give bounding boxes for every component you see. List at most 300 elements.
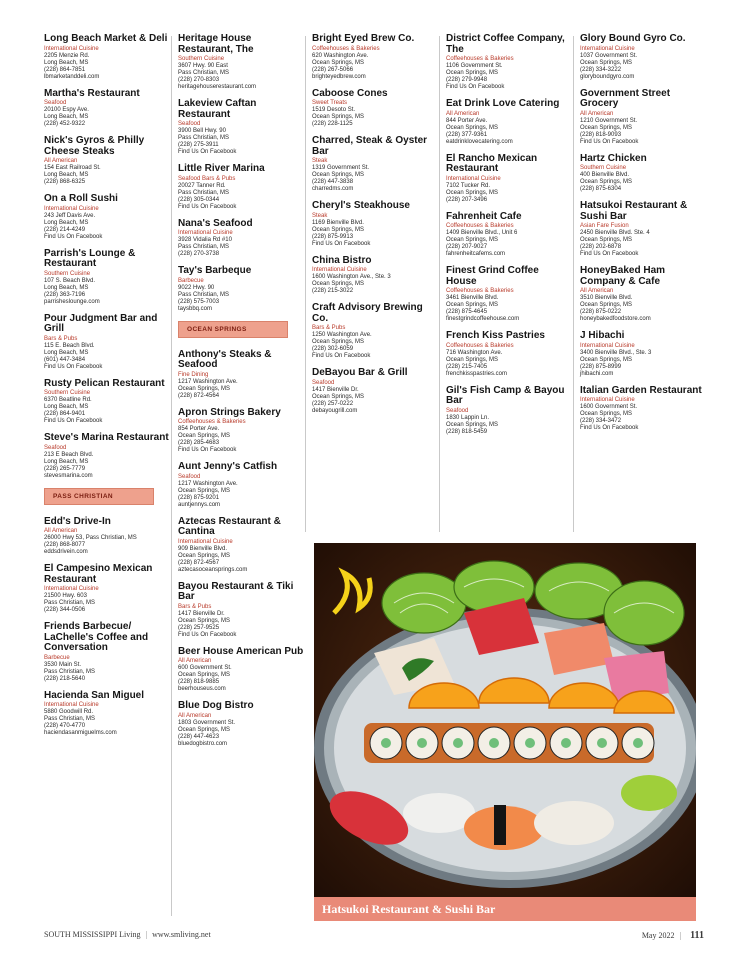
restaurant-listing (312, 201, 438, 248)
listing-detail: (228) 875-9913 (312, 233, 354, 240)
listing-detail: Ocean Springs, MS (446, 421, 499, 428)
listing-detail: (228) 215-7405 (446, 363, 488, 370)
listing-detail: (228) 334-3222 (580, 66, 622, 73)
restaurant-listing (44, 249, 170, 306)
listing-detail: Ocean Springs, MS (312, 172, 365, 178)
listing-detail: (228) 864-9401 (44, 411, 86, 417)
listing-detail: Ocean Springs, MS (446, 356, 499, 363)
publication-name: SOUTH MISSISSIPPI Living (44, 930, 141, 939)
listing-detail: 9022 Hwy. 90 (178, 284, 215, 291)
restaurant-name: Hacienda San Miguel (44, 689, 145, 701)
restaurant-name: Eat Drink Love Catering (446, 98, 560, 109)
restaurant-listing (580, 266, 706, 323)
restaurant-name: Charred, Steak & Oyster Bar (312, 135, 428, 157)
restaurant-name: Nana's Seafood (178, 217, 253, 229)
listing-detail: Ocean Springs, MS (178, 617, 231, 624)
listing-detail: Find Us On Facebook (446, 84, 505, 90)
listing-detail: bluedogbistro.com (178, 740, 228, 747)
listing-detail: jhibachi.com (580, 370, 614, 377)
listing-detail: auntjennys.com (178, 501, 221, 508)
listing-detail: 716 Washington Ave. (446, 349, 503, 356)
listing-detail: (228) 257-0222 (312, 400, 354, 407)
restaurant-listing (44, 89, 170, 129)
restaurant-listing (178, 99, 304, 156)
listing-detail: 7102 Tucker Rd. (446, 182, 491, 189)
restaurant-name: French Kiss Pastries (446, 330, 545, 341)
listing-detail: Ocean Springs, MS (580, 59, 633, 66)
restaurant-listing (178, 408, 304, 455)
listing-detail: 620 Washington Ave. (312, 52, 369, 59)
listing-detail: (228) 214-4249 (44, 226, 86, 233)
restaurant-listing (446, 266, 572, 323)
restaurant-name: Hartz Chicken (580, 152, 647, 164)
cuisine-type: Barbecue (44, 654, 70, 661)
restaurant-listing (446, 154, 572, 204)
restaurant-listing (178, 219, 304, 259)
listing-detail: (228) 279-9948 (446, 77, 488, 83)
page-footer (44, 930, 704, 944)
website-link[interactable]: www.smliving.net (152, 930, 211, 939)
listing-detail: (228) 207-3496 (446, 196, 488, 203)
listing-detail: (228) 305-0344 (178, 196, 220, 203)
listing-detail: (228) 875-0222 (580, 309, 622, 315)
listing-detail: (228) 267-5066 (312, 66, 354, 73)
listing-detail: 3607 Hwy. 90 East (178, 63, 228, 69)
listing-detail: 2450 Bienville Blvd. Ste. 4 (580, 230, 650, 236)
listing-detail: (228) 265-7779 (44, 465, 86, 472)
listing-detail: 909 Bienville Blvd. (178, 545, 228, 552)
restaurant-listing (446, 212, 572, 259)
restaurant-listing (44, 691, 170, 738)
cuisine-type: Coffeehouses & Bakeries (446, 342, 514, 349)
listing-detail: Ocean Springs, MS (312, 281, 365, 287)
listing-detail: Long Beach, MS (44, 172, 89, 178)
listing-detail: Ocean Springs, MS (178, 385, 231, 392)
listing-detail: 2205 Menzie Rd. (44, 52, 90, 59)
restaurant-name: Blue Dog Bistro (178, 700, 254, 711)
listing-detail: (228) 334-3472 (580, 418, 622, 424)
listing-detail: Ocean Springs, MS (580, 302, 633, 308)
listing-detail: Ocean Springs, MS (178, 672, 231, 678)
listing-detail: (228) 872-4567 (178, 559, 220, 566)
restaurant-name: Nick's Gyros & Philly Cheese Steaks (44, 135, 145, 157)
listing-detail: Find Us On Facebook (178, 203, 237, 210)
cuisine-type: Southern Cuisine (44, 390, 91, 396)
cuisine-type: Seafood (178, 473, 201, 480)
listing-detail: fahrenheitcafems.com (446, 251, 506, 257)
restaurant-listing (312, 256, 438, 296)
listing-detail: Ocean Springs, MS (178, 726, 231, 733)
restaurant-listing (178, 647, 304, 694)
listing-detail: Ocean Springs, MS (446, 189, 499, 196)
listing-detail: Ocean Springs, MS (446, 302, 499, 308)
listing-detail: Ocean Springs, MS (580, 237, 633, 243)
restaurant-listing (580, 331, 706, 378)
restaurant-name: District Coffee Company, The (446, 33, 565, 55)
restaurant-name: Bayou Restaurant & Tiki Bar (178, 580, 294, 602)
listing-detail: 20100 Espy Ave. (44, 107, 89, 113)
listing-detail: gloryboundgyro.com (580, 73, 635, 80)
listing-detail: Ocean Springs, MS (312, 339, 365, 345)
listing-detail: 5880 Goodwill Rd. (44, 709, 94, 715)
restaurant-name: Glory Bound Gyro Co. (580, 33, 686, 44)
listing-detail: frenchkisspastries.com (446, 370, 508, 377)
sushi-platter-photo (314, 543, 696, 921)
listing-detail: Ocean Springs, MS (580, 356, 633, 363)
listing-detail: Pass Christian, MS (178, 244, 230, 250)
cuisine-type: Coffeehouses & Bakeries (446, 223, 514, 229)
cuisine-type: Seafood (178, 121, 201, 127)
listing-detail: Find Us On Facebook (312, 240, 371, 247)
listing-detail: (228) 875-6304 (580, 186, 622, 192)
listing-detail: (228) 270-8303 (178, 77, 220, 83)
cuisine-type: International Cuisine (44, 45, 99, 52)
listing-detail: (228) 363-7196 (44, 291, 86, 298)
listing-detail: Pass Christian, MS (178, 135, 230, 141)
restaurant-listing (44, 517, 170, 557)
listing-detail: 1319 Government St. (312, 165, 370, 171)
listing-detail: Find Us On Facebook (312, 353, 371, 359)
cuisine-type: International Cuisine (446, 175, 501, 182)
restaurant-listing (446, 34, 572, 91)
listing-detail: Ocean Springs, MS (178, 552, 231, 559)
listing-detail: Pass Christian, MS (44, 716, 96, 722)
cuisine-type: Barbecue (178, 277, 204, 284)
cuisine-type: International Cuisine (580, 45, 635, 52)
listing-detail: (228) 818-9093 (580, 131, 622, 138)
restaurant-name: Fahrenheit Cafe (446, 210, 522, 222)
listing-detail: 1217 Washington Ave. (178, 378, 238, 385)
page-number: 111 (690, 930, 704, 941)
listing-detail: (228) 875-4645 (446, 309, 488, 315)
listing-detail: parrisheslounge.com (44, 298, 100, 305)
cuisine-type: Fine Dining (178, 371, 209, 378)
restaurant-name: J Hibachi (580, 330, 625, 341)
restaurant-name: China Bistro (312, 254, 372, 266)
restaurant-name: Steve's Marina Restaurant (44, 432, 169, 443)
listing-detail: (228) 864-7851 (44, 66, 86, 73)
cuisine-type: International Cuisine (580, 342, 635, 349)
restaurant-name: Parrish's Lounge & Restaurant (44, 247, 136, 269)
cuisine-type: Coffeehouses & Bakeries (446, 288, 514, 294)
section-header: PASS CHRISTIAN (44, 488, 154, 505)
listing-detail: Ocean Springs, MS (312, 393, 365, 400)
cuisine-type: Coffeehouses & Bakeries (446, 56, 514, 62)
restaurant-listing (446, 386, 572, 436)
restaurant-name: Anthony's Steaks & Seafood (178, 348, 272, 370)
listing-detail: 1250 Washington Ave. (312, 332, 372, 338)
listing-detail: Long Beach, MS (44, 114, 89, 120)
column-divider (439, 36, 440, 532)
listing-detail: (228) 818-5459 (446, 428, 488, 435)
listing-detail: (228) 202-6878 (580, 244, 622, 250)
restaurant-name: Government Street Grocery (580, 87, 671, 109)
listing-detail: finestgrindcoffeehouse.com (446, 316, 520, 322)
listing-detail: Find Us On Facebook (178, 149, 237, 155)
restaurant-name: Cheryl's Steakhouse (312, 200, 410, 211)
restaurant-name: Long Beach Market & Deli (44, 33, 168, 44)
listing-detail: eatdrinklovecatering.com (446, 138, 513, 145)
listing-detail: Find Us On Facebook (580, 425, 639, 431)
listing-detail: Pass Christian, MS (44, 668, 96, 675)
cuisine-type: All American (580, 288, 614, 294)
listing-detail: Ocean Springs, MS (312, 114, 365, 120)
restaurant-listing (312, 136, 438, 193)
listing-column-1 (44, 34, 170, 745)
cuisine-type: All American (44, 528, 78, 534)
restaurant-listing (44, 433, 170, 480)
listing-detail: 1600 Washington Ave., Ste. 3 (312, 274, 391, 280)
restaurant-name: DeBayou Bar & Grill (312, 367, 408, 378)
restaurant-name: Bright Eyed Brew Co. (312, 33, 415, 44)
cuisine-type: Coffeehouses & Bakeries (312, 45, 380, 52)
restaurant-listing (178, 582, 304, 639)
restaurant-listing (44, 136, 170, 186)
listing-detail: 1409 Bienville Blvd., Unit 6 (446, 230, 518, 236)
restaurant-name: Craft Advisory Brewing Co. (312, 302, 423, 324)
listing-detail: 21500 Hwy. 603 (44, 593, 87, 599)
listing-detail: (228) 207-9027 (446, 244, 488, 250)
listing-detail: Pass Christian, MS (178, 189, 230, 196)
restaurant-name: Aunt Jenny's Catfish (178, 461, 278, 472)
listing-detail: 1830 Lappin Ln. (446, 414, 490, 421)
cuisine-type: Southern Cuisine (44, 270, 91, 277)
listing-column-5 (580, 34, 706, 440)
listing-detail: 107 S. Beach Blvd. (44, 277, 96, 284)
listing-detail: Ocean Springs, MS (312, 226, 365, 233)
cuisine-type: International Cuisine (178, 230, 233, 236)
listing-column-3 (312, 34, 438, 423)
cuisine-type: Seafood (312, 379, 335, 386)
listing-detail: 1519 Desoto St. (312, 107, 356, 113)
listing-detail: Long Beach, MS (44, 404, 89, 410)
listing-detail: 1600 Government St. (580, 404, 638, 410)
restaurant-listing (178, 350, 304, 400)
column-divider (171, 36, 172, 916)
listing-detail: (228) 875-8999 (580, 363, 622, 370)
restaurant-name: Hatsukoi Restaurant & Sushi Bar (580, 200, 688, 222)
listing-detail: 844 Porter Ave. (446, 117, 488, 124)
listing-detail: (228) 452-9322 (44, 121, 86, 127)
restaurant-listing (178, 701, 304, 748)
restaurant-listing (312, 89, 438, 129)
listing-detail: 243 Jeff Davis Ave. (44, 212, 96, 219)
cuisine-type: Seafood (44, 100, 67, 106)
restaurant-listing (446, 99, 572, 146)
cuisine-type: International Cuisine (44, 205, 99, 212)
restaurant-name: Rusty Pelican Restaurant (44, 377, 165, 389)
cuisine-type: Steak (312, 212, 328, 219)
cuisine-type: All American (580, 110, 614, 117)
cuisine-type: All American (178, 712, 212, 719)
listing-detail: debayougrill.com (312, 407, 358, 414)
listing-detail: honeybakedfoodstore.com (580, 316, 651, 322)
listing-detail: 1417 Bienville Dr. (312, 386, 359, 393)
listing-detail: 6370 Beatline Rd. (44, 397, 92, 403)
listing-detail: (228) 447-3838 (312, 179, 354, 185)
restaurant-name: Tay's Barbeque (178, 265, 252, 276)
listing-detail: 3400 Bienville Blvd., Ste. 3 (580, 349, 652, 356)
listing-detail: 154 East Railroad St. (44, 165, 101, 171)
cuisine-type: Southern Cuisine (178, 56, 225, 62)
restaurant-name: Friends Barbecue/ LaChelle's Coffee and Conversation (44, 621, 149, 653)
listing-detail: 1417 Bienville Dr. (178, 610, 225, 617)
cuisine-type: International Cuisine (178, 538, 233, 545)
restaurant-listing (312, 368, 438, 415)
listing-detail: Pass Christian, MS (178, 70, 230, 76)
listing-detail: 26000 Hwy 53, Pass Christian, MS (44, 535, 137, 541)
listing-detail: stevesmarina.com (44, 472, 93, 479)
cuisine-type: All American (446, 110, 480, 117)
issue-date: May 2022 (641, 931, 675, 940)
listing-detail: Find Us On Facebook (44, 233, 103, 240)
restaurant-listing (178, 34, 304, 91)
restaurant-name: Pour Judgment Bar and Grill (44, 312, 158, 334)
listing-detail: haciendasanmiguelms.com (44, 730, 117, 736)
listing-detail: (228) 575-7003 (178, 298, 220, 305)
listing-detail: 854 Porter Ave. (178, 426, 220, 432)
restaurant-listing (178, 266, 304, 313)
listing-detail: Long Beach, MS (44, 59, 89, 66)
listing-detail: 1210 Government St. (580, 117, 638, 124)
cuisine-type: Steak (312, 158, 328, 164)
listing-detail: Find Us On Facebook (44, 418, 103, 424)
listing-detail: Ocean Springs, MS (580, 179, 633, 185)
listing-detail: (228) 872-4564 (178, 392, 220, 399)
restaurant-listing (44, 564, 170, 614)
listing-detail: (228) 218-5640 (44, 675, 86, 682)
restaurant-name: Gil's Fish Camp & Bayou Bar (446, 384, 565, 406)
cuisine-type: Sweet Treats (312, 100, 348, 106)
cuisine-type: Seafood (446, 407, 469, 414)
restaurant-name: El Rancho Mexican Restaurant (446, 152, 538, 174)
listing-detail: 1803 Government St. (178, 719, 236, 726)
listing-detail: Find Us On Facebook (580, 138, 639, 145)
column-divider (305, 36, 306, 532)
listing-detail: (228) 868-8077 (44, 542, 86, 548)
cuisine-type: Bars & Pubs (44, 335, 78, 342)
cuisine-type: International Cuisine (44, 586, 99, 592)
listing-detail: heritagehouserestaurant.com (178, 84, 257, 90)
listing-detail: Long Beach, MS (44, 219, 89, 226)
listing-detail: (228) 875-9201 (178, 494, 220, 501)
listing-detail: 3900 Bell Hwy. 90 (178, 128, 226, 134)
footer-right: May 2022 | 111 (641, 930, 704, 941)
restaurant-name: Edd's Drive-In (44, 515, 111, 527)
listing-detail: 3530 Main St. (44, 661, 82, 668)
listing-detail: Long Beach, MS (44, 349, 89, 356)
restaurant-name: Martha's Restaurant (44, 87, 140, 99)
restaurant-listing (312, 34, 438, 81)
listing-detail: (228) 285-4683 (178, 440, 220, 446)
column-divider (573, 36, 574, 532)
listing-detail: (228) 275-3911 (178, 142, 219, 148)
listing-detail: 1037 Government St. (580, 52, 638, 59)
restaurant-listing (178, 462, 304, 509)
footer-left: SOUTH MISSISSIPPI Living | www.smliving.net (44, 930, 211, 939)
restaurant-name: El Campesino Mexican Restaurant (44, 563, 153, 585)
listing-detail: Find Us On Facebook (44, 363, 103, 370)
listing-detail: Ocean Springs, MS (446, 70, 499, 76)
listing-detail: lbmarketanddeli.com (44, 73, 100, 80)
listing-detail: Ocean Springs, MS (580, 124, 633, 131)
cuisine-type: Asian Fare Fusion (580, 223, 629, 229)
restaurant-listing (580, 154, 706, 194)
restaurant-listing (44, 194, 170, 241)
restaurant-listing (580, 89, 706, 146)
restaurant-listing (44, 314, 170, 371)
listing-detail: 400 Bienville Blvd. (580, 172, 630, 178)
listing-detail: (228) 470-4770 (44, 723, 86, 729)
listing-detail: 3928 Vidalia Rd #10 (178, 237, 232, 243)
listing-detail: 3461 Bienville Blvd. (446, 295, 499, 301)
restaurant-listing (580, 201, 706, 258)
listing-detail: 3510 Bienville Blvd. (580, 295, 633, 301)
restaurant-listing (44, 34, 170, 81)
listing-detail: Ocean Springs, MS (446, 124, 499, 131)
cuisine-type: Bars & Pubs (312, 325, 346, 331)
listing-detail: Long Beach, MS (44, 458, 89, 465)
listing-detail: charredms.com (312, 186, 354, 192)
restaurant-name: Caboose Cones (312, 87, 388, 99)
cuisine-type: International Cuisine (580, 397, 635, 403)
listing-detail: Ocean Springs, MS (446, 237, 499, 243)
restaurant-name: Lakeview Caftan Restaurant (178, 98, 257, 120)
listing-detail: (228) 257-9525 (178, 624, 220, 631)
listing-detail: 600 Government St. (178, 665, 232, 671)
listing-detail: Ocean Springs, MS (178, 487, 231, 494)
restaurant-listing (44, 622, 170, 683)
restaurant-listing (178, 517, 304, 574)
restaurant-listing (44, 379, 170, 426)
photo-caption: Hatsukoi Restaurant & Sushi Bar (314, 897, 696, 921)
restaurant-listing (312, 303, 438, 360)
listing-detail: Ocean Springs, MS (580, 411, 633, 417)
restaurant-listing (178, 164, 304, 211)
section-header: OCEAN SPRINGS (178, 321, 288, 338)
cuisine-type: International Cuisine (312, 267, 367, 273)
listing-detail: Find Us On Facebook (580, 251, 639, 257)
listing-column-2 (178, 34, 304, 756)
restaurant-name: Beer House American Pub (178, 645, 304, 657)
listing-detail: Pass Christian, MS (44, 600, 96, 606)
listing-detail: 20027 Tanner Rd. (178, 182, 226, 189)
restaurant-name: Aztecas Restaurant & Cantina (178, 515, 281, 537)
cuisine-type: All American (44, 158, 78, 164)
cuisine-type: Bars & Pubs (178, 603, 212, 610)
listing-column-4 (446, 34, 572, 444)
restaurant-name: Finest Grind Coffee House (446, 265, 539, 287)
listing-detail: (228) 270-3738 (178, 251, 220, 257)
cuisine-type: Southern Cuisine (580, 165, 627, 171)
restaurant-listing (580, 34, 706, 81)
listing-detail: brighteyedbrew.com (312, 73, 366, 80)
listing-detail: 1106 Government St. (446, 63, 503, 69)
listing-detail: (228) 302-6059 (312, 346, 354, 352)
listing-detail: (228) 818-9885 (178, 679, 220, 685)
cuisine-type: Seafood Bars & Pubs (178, 175, 236, 182)
listing-detail: (228) 344-0506 (44, 607, 86, 613)
restaurant-name: Italian Garden Restaurant (580, 384, 702, 396)
listing-detail: eddsdrivein.com (44, 549, 88, 555)
listing-detail: 213 E Beach Blvd. (44, 451, 94, 458)
listing-detail: (228) 868-6325 (44, 179, 86, 185)
restaurant-name: HoneyBaked Ham Company & Cafe (580, 265, 666, 287)
listing-detail: 115 E. Beach Blvd. (44, 342, 95, 349)
cuisine-type: Seafood (44, 444, 67, 451)
listing-detail: Find Us On Facebook (178, 447, 237, 453)
restaurant-listing (580, 386, 706, 433)
